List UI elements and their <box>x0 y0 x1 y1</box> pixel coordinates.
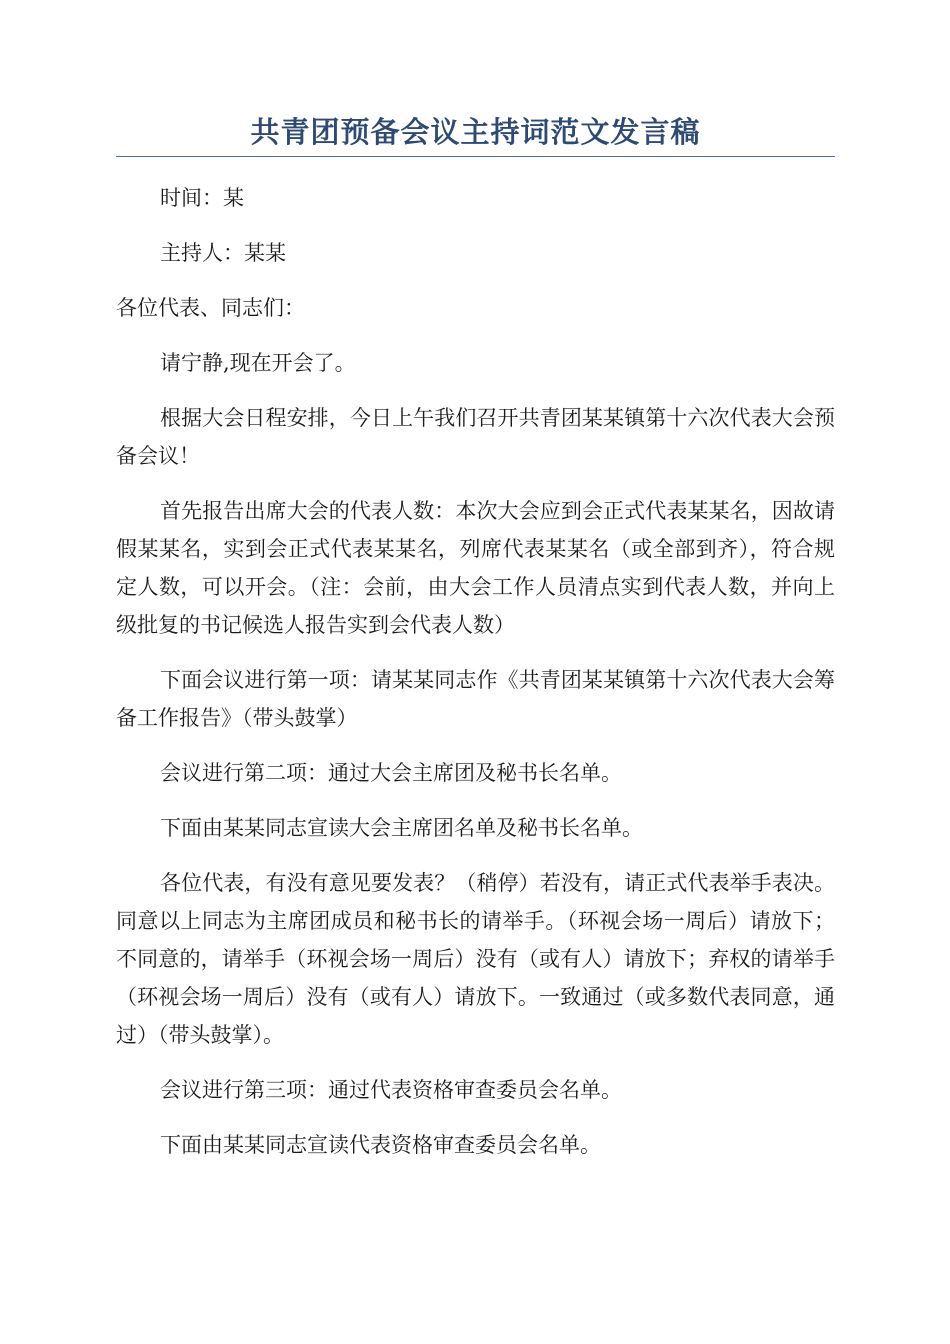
paragraph-item-one: 下面会议进行第一项：请某某同志作《共青团某某镇第十六次代表大会筹备工作报告》（带头鼓掌） <box>116 668 835 730</box>
paragraph-time: 时间：某 <box>160 186 244 210</box>
paragraph-agenda-intro: 根据大会日程安排，今日上午我们召开共青团某某镇第十六次代表大会预备会议！ <box>116 406 835 468</box>
paragraph-attendance-report: 首先报告出席大会的代表人数：本次大会应到会正式代表某某名，因故请假某某名，实到会正式代表某某名，列席代表某某名（或全部到齐），符合规定人数，可以开会。（注：会前，由大会工作人员清点实到代表人数，并向上级批复的书记候选人报告实到会代表人数） <box>116 499 835 637</box>
paragraph-salutation: 各位代表、同志们： <box>116 296 305 320</box>
paragraph-item-two: 会议进行第二项：通过大会主席团及秘书长名单。 <box>160 761 622 785</box>
paragraph-item-three: 会议进行第三项：通过代表资格审查委员会名单。 <box>160 1078 622 1102</box>
paragraph-vote-procedure: 各位代表，有没有意见要发表？（稍停）若没有，请正式代表举手表决。同意以上同志为主席团成员和秘书长的请举手。（环视会场一周后）请放下；不同意的，请举手（环视会场一周后）没有（或有人）请放下；弃权的请举手（环视会场一周后）没有（或有人）请放下。一致通过（或多数代表同意，通过）（带头鼓掌）。 <box>116 871 835 1047</box>
paragraph-host: 主持人：某某 <box>160 241 286 265</box>
paragraph-call-to-order: 请宁静,现在开会了。 <box>160 351 356 375</box>
document-page <box>116 112 835 1181</box>
document-title: 共青团预备会议主持词范文发言稿 <box>116 112 835 157</box>
document-body <box>116 179 835 1164</box>
paragraph-presidium-reading: 下面由某某同志宣读大会主席团名单及秘书长名单。 <box>160 816 643 840</box>
paragraph-credentials-reading: 下面由某某同志宣读代表资格审查委员会名单。 <box>160 1133 601 1157</box>
